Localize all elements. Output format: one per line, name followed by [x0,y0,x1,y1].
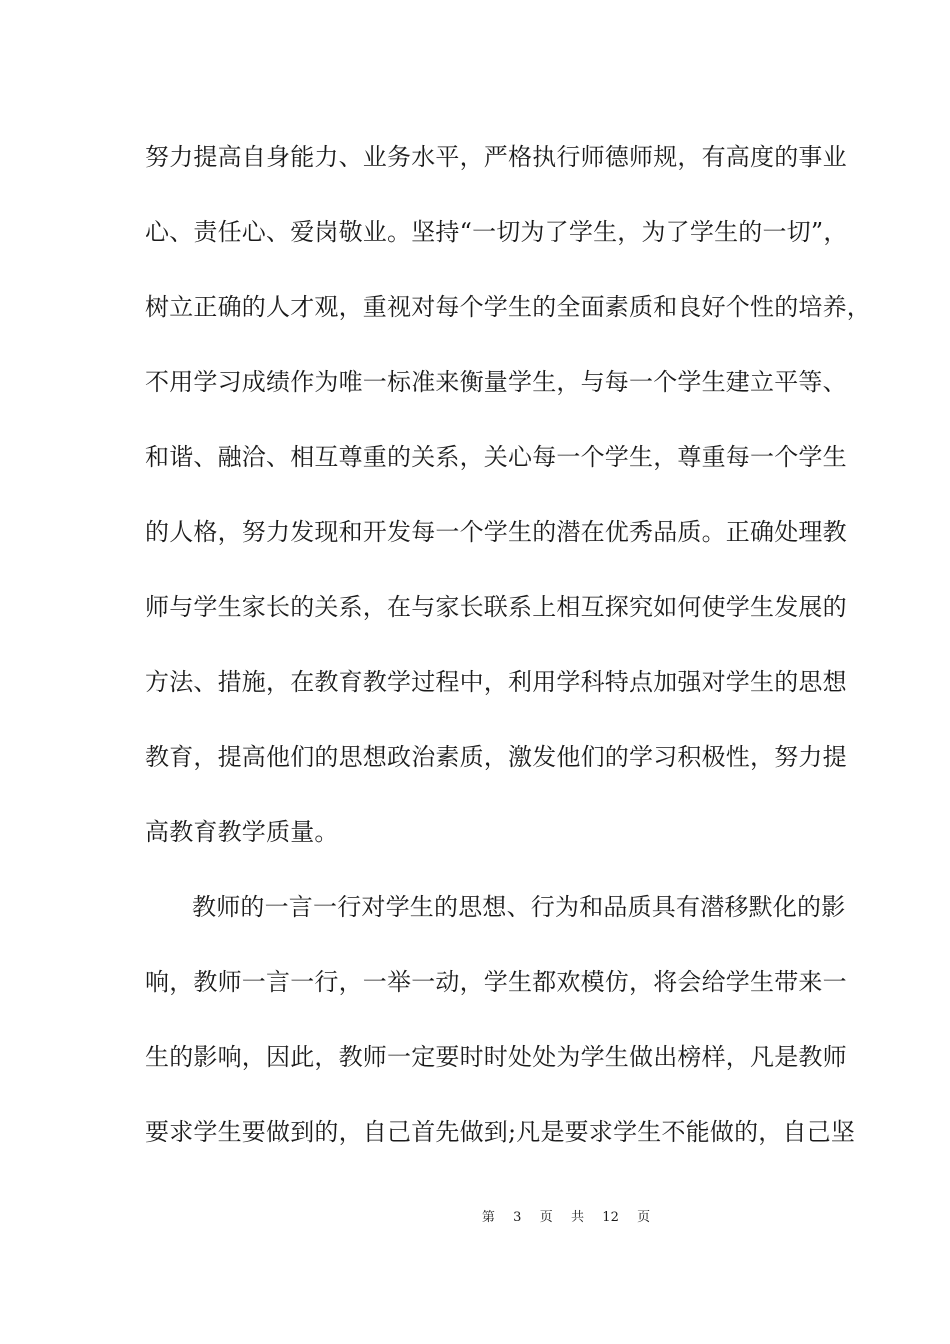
footer-label-unit: 页 [539,1210,553,1225]
paragraph-line: 和谐、融洽、相互尊重的关系，关心每一个学生，尊重每一个学生 [145,443,847,471]
paragraph-line: 努力提高自身能力、业务水平，严格执行师德师规，有高度的事业 [145,143,847,171]
page-number [482,1209,650,1227]
paragraph-line: 教育，提高他们的思想政治素质，激发他们的学习积极性，努力提 [145,743,847,771]
paragraph-line: 的人格，努力发现和开发每一个学生的潜在优秀品质。正确处理教 [145,518,847,546]
paragraph-line: 不用学习成绩作为唯一标准来衡量学生，与每一个学生建立平等、 [145,368,847,396]
paragraph-line: 方法、措施，在教育教学过程中，利用学科特点加强对学生的思想 [145,668,847,696]
paragraph-line: 要求学生要做到的，自己首先做到;凡是要求学生不能做的，自己坚 [145,1118,856,1146]
footer-label-total: 共 [571,1210,585,1225]
paragraph-line: 师与学生家长的关系，在与家长联系上相互探究如何使学生发展的 [145,593,847,621]
paragraph-line: 响，教师一言一行，一举一动，学生都欢模仿，将会给学生带来一 [145,968,847,996]
paragraph-line: 高教育教学质量。 [145,818,339,846]
footer-total-pages: 12 [602,1210,619,1225]
footer-label-page: 第 [481,1210,495,1225]
paragraph-line: 树立正确的人才观，重视对每个学生的全面素质和良好个性的培养， [145,293,871,321]
paragraph-line: 教师的一言一行对学生的思想、行为和品质具有潜移默化的影 [192,893,846,921]
paragraph-line: 生的影响，因此，教师一定要时时处处为学生做出榜样，凡是教师 [145,1043,847,1071]
footer-current-page: 3 [513,1210,522,1225]
paragraph-line: 心、责任心、爱岗敬业。坚持“一切为了学生，为了学生的一切”， [145,218,848,246]
footer-label-unit-end: 页 [637,1210,651,1225]
